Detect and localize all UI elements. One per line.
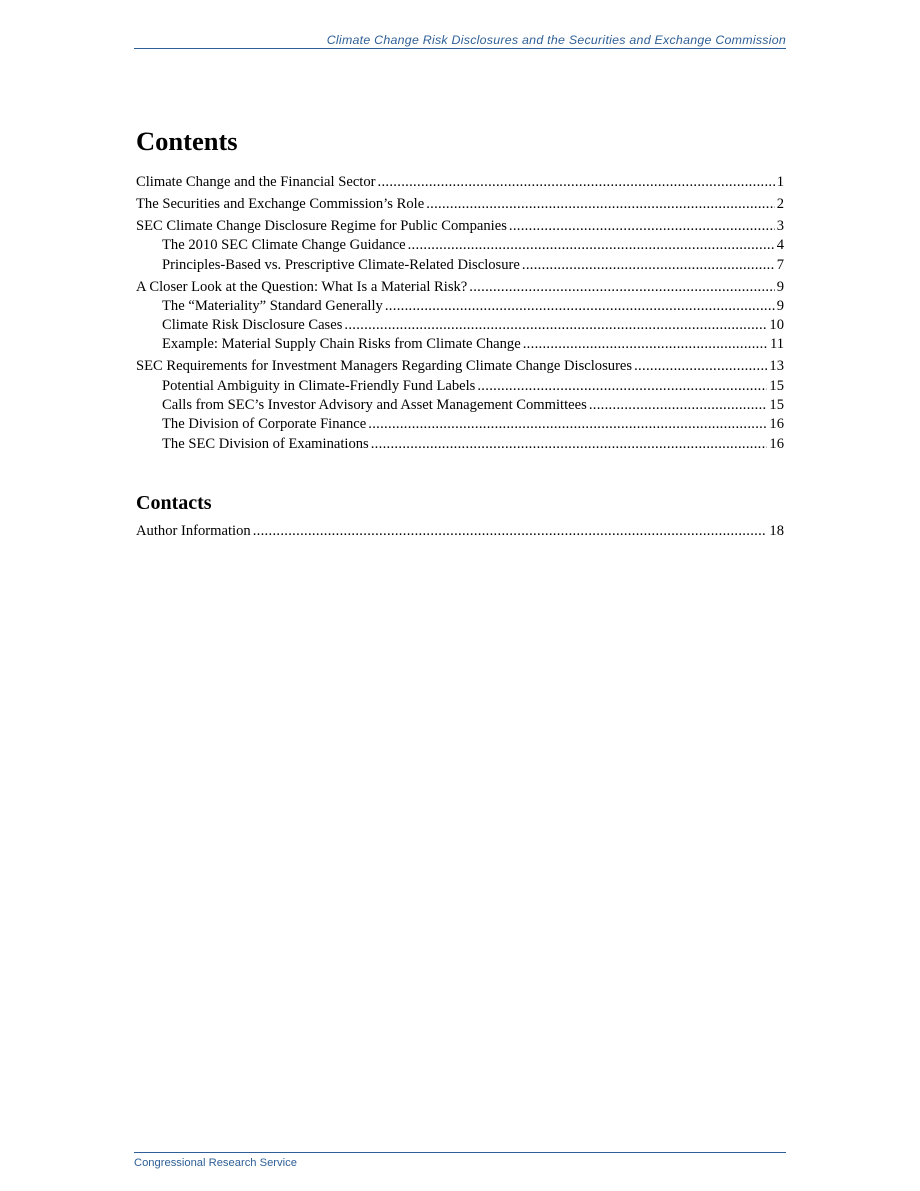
toc-entry-title[interactable]: The SEC Division of Examinations — [162, 435, 369, 452]
toc-page-number: 11 — [769, 336, 784, 353]
toc-subentry[interactable] — [136, 378, 784, 395]
toc-page-number: 15 — [769, 377, 784, 394]
toc-page-number: 4 — [776, 237, 784, 254]
toc-dot-leader — [634, 358, 767, 375]
toc-entry-title[interactable]: Example: Material Supply Chain Risks from Climate Change — [162, 336, 521, 353]
toc-entry-title[interactable]: SEC Requirements for Investment Managers Regarding Climate Change Disclosures — [136, 358, 633, 375]
toc-page-number: 16 — [769, 416, 784, 433]
toc-dot-leader — [477, 378, 767, 395]
toc-subentry[interactable] — [136, 257, 784, 274]
toc-subentry[interactable] — [136, 336, 784, 353]
toc-entry-title[interactable]: Climate Change and the Financial Sector — [136, 174, 376, 190]
toc-page-number: 18 — [769, 522, 784, 539]
toc-entry[interactable] — [136, 358, 784, 375]
toc-entry[interactable] — [136, 174, 784, 191]
toc-dot-leader — [426, 196, 775, 213]
contacts-heading: Contacts — [136, 491, 212, 514]
contents-list — [136, 174, 784, 453]
toc-dot-leader — [522, 257, 775, 274]
toc-page-number: 2 — [776, 196, 784, 212]
toc-page-number: 7 — [776, 256, 784, 273]
toc-page-number: 15 — [769, 397, 784, 414]
table-of-contents — [136, 124, 784, 540]
toc-page-number: 1 — [776, 174, 784, 190]
toc-entry[interactable] — [136, 218, 784, 235]
toc-entry-title[interactable]: The 2010 SEC Climate Change Guidance — [162, 237, 406, 254]
toc-dot-leader — [523, 336, 768, 353]
toc-page-number: 10 — [769, 317, 784, 334]
toc-entry-title[interactable]: SEC Climate Change Disclosure Regime for Public Companies — [136, 218, 507, 234]
toc-entry-title[interactable]: Principles-Based vs. Prescriptive Climate-Related Disclosure — [162, 256, 520, 273]
toc-entry-title[interactable]: Calls from SEC’s Investor Advisory and Asset Management Committees — [162, 397, 587, 414]
toc-page-number: 3 — [776, 218, 784, 234]
toc-dot-leader — [408, 237, 775, 254]
toc-entry[interactable] — [136, 279, 784, 296]
toc-subentry[interactable] — [136, 397, 784, 414]
toc-page-number: 13 — [769, 358, 784, 375]
toc-entry-title[interactable]: A Closer Look at the Question: What Is a Material Risk? — [136, 278, 468, 295]
running-header — [134, 33, 786, 49]
toc-entry[interactable] — [136, 196, 784, 213]
toc-entry-title[interactable]: The “Materiality” Standard Generally — [162, 297, 383, 314]
toc-entry-title[interactable]: Climate Risk Disclosure Cases — [162, 317, 343, 334]
toc-page-number: 9 — [776, 297, 784, 314]
toc-dot-leader — [344, 317, 767, 334]
toc-dot-leader — [253, 523, 768, 540]
toc-dot-leader — [378, 174, 775, 191]
toc-subentry[interactable] — [136, 416, 784, 433]
toc-dot-leader — [509, 218, 775, 235]
toc-dot-leader — [371, 436, 768, 453]
running-footer — [134, 1152, 786, 1170]
toc-entry-title[interactable]: Author Information — [136, 522, 251, 539]
footer-organization: Congressional Research Service — [134, 1157, 297, 1169]
toc-entry[interactable] — [136, 523, 784, 540]
toc-page-number: 9 — [776, 278, 784, 295]
toc-dot-leader — [385, 298, 775, 315]
toc-subentry[interactable] — [136, 298, 784, 315]
contents-heading: Contents — [136, 126, 238, 156]
running-header-title: Climate Change Risk Disclosures and the Securities and Exchange Commission — [326, 33, 786, 47]
contacts-list — [136, 523, 784, 540]
toc-subentry[interactable] — [136, 317, 784, 334]
toc-entry-title[interactable]: Potential Ambiguity in Climate-Friendly Fund Labels — [162, 377, 476, 394]
toc-dot-leader — [368, 416, 767, 433]
toc-entry-title[interactable]: The Division of Corporate Finance — [162, 416, 367, 433]
toc-entry-title[interactable]: The Securities and Exchange Commission’s Role — [136, 196, 425, 212]
toc-subentry[interactable] — [136, 436, 784, 453]
toc-dot-leader — [469, 279, 774, 296]
toc-dot-leader — [589, 397, 768, 414]
toc-page-number: 16 — [769, 435, 784, 452]
toc-subentry[interactable] — [136, 237, 784, 254]
